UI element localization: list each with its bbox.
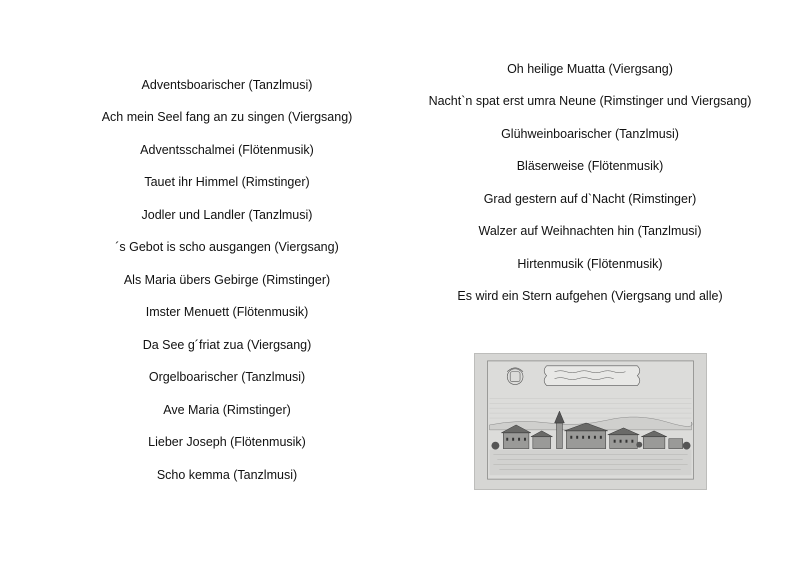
list-item: Lieber Joseph (Flötenmusik) bbox=[148, 435, 306, 449]
monastery-engraving-icon bbox=[475, 354, 706, 489]
list-item: Hirtenmusik (Flötenmusik) bbox=[517, 257, 663, 271]
list-item: Nacht`n spat erst umra Neune (Rimstinger und Viergsang) bbox=[428, 94, 752, 108]
engraving-image bbox=[474, 353, 707, 490]
list-item: ´s Gebot is scho ausgangen (Viergsang) bbox=[115, 240, 339, 254]
list-item: Imster Menuett (Flötenmusik) bbox=[145, 305, 309, 319]
list-item: Adventsboarischer (Tanzlmusi) bbox=[141, 78, 313, 92]
list-item: Tauet ihr Himmel (Rimstinger) bbox=[144, 175, 310, 189]
list-item: Adventsschalmei (Flötenmusik) bbox=[140, 143, 314, 157]
list-item: Ach mein Seel fang an zu singen (Viergsang) bbox=[101, 110, 353, 124]
list-item: Bläserweise (Flötenmusik) bbox=[516, 159, 664, 173]
list-item: Walzer auf Weihnachten hin (Tanzlmusi) bbox=[478, 224, 702, 238]
list-item: Als Maria übers Gebirge (Rimstinger) bbox=[123, 273, 331, 287]
list-item: Orgelboarischer (Tanzlmusi) bbox=[148, 370, 306, 384]
list-item: Da See g´friat zua (Viergsang) bbox=[142, 338, 312, 352]
list-item: Es wird ein Stern aufgehen (Viergsang und alle) bbox=[457, 289, 723, 303]
list-item: Glühweinboarischer (Tanzlmusi) bbox=[501, 127, 679, 141]
list-item: Grad gestern auf d`Nacht (Rimstinger) bbox=[483, 192, 697, 206]
list-item: Jodler und Landler (Tanzlmusi) bbox=[141, 208, 313, 222]
list-item: Ave Maria (Rimstinger) bbox=[163, 403, 291, 417]
list-item: Oh heilige Muatta (Viergsang) bbox=[507, 62, 673, 76]
list-item: Scho kemma (Tanzlmusi) bbox=[156, 468, 298, 482]
